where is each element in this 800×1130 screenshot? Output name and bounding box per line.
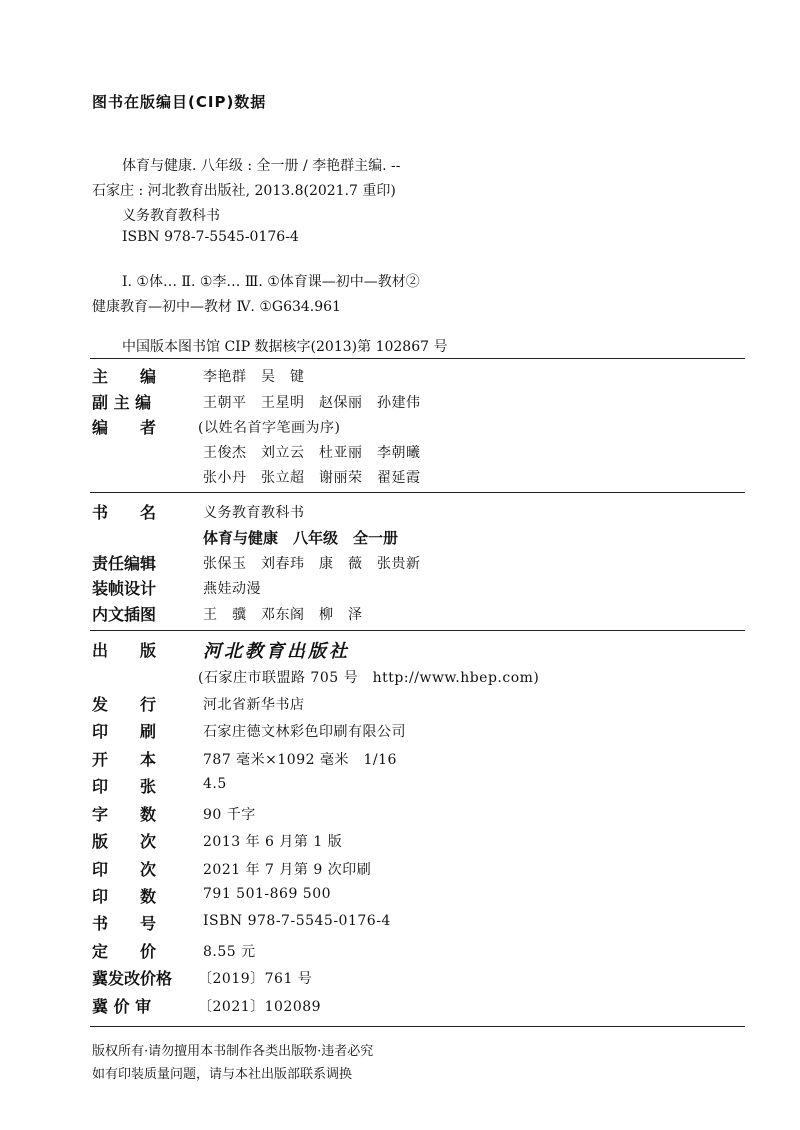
deputy-editor-label: 副 主 编 [92, 393, 152, 412]
authors-label: 编 者 [92, 418, 157, 437]
printing-value: 2021 年 7 月第 9 次印刷 [203, 862, 372, 878]
price-review-label: 冀 价 审 [92, 997, 152, 1016]
printer-label: 印 刷 [92, 722, 157, 741]
sheets-label: 印 张 [92, 777, 157, 796]
price-review-value: 〔2021〕102089 [198, 999, 322, 1015]
book-series: 义务教育教科书 [203, 505, 305, 521]
authors-row-1: 王俊杰 刘立云 杜亚丽 李朝曦 [203, 445, 421, 461]
divider-4 [90, 1026, 745, 1027]
price-approval-label: 冀发改价格 [92, 969, 173, 988]
cip-isbn-line: ISBN 978-7-5545-0176-4 [122, 229, 299, 245]
divider-1 [90, 358, 745, 359]
chief-editor-label: 主 编 [92, 367, 157, 386]
distributor-value: 河北省新华书店 [203, 697, 305, 713]
print-run-label: 印 数 [92, 887, 157, 906]
publisher-logo: 河北教育出版社 [203, 641, 350, 662]
word-count-value: 90 千字 [203, 807, 256, 823]
cip-series-line: 义务教育教科书 [122, 208, 220, 224]
format-value: 787 毫米×1092 毫米 1/16 [203, 752, 397, 768]
print-run-value: 791 501-869 500 [203, 886, 332, 902]
cip-classification-line-2: 健康教育—初中—教材 Ⅳ. ①G634.961 [92, 299, 341, 315]
authors-note: (以姓名首字笔画为序) [198, 420, 341, 436]
price-label: 定 价 [92, 942, 157, 961]
book-number-value: ISBN 978-7-5545-0176-4 [203, 913, 391, 929]
quality-notice: 如有印装质量问题，请与本社出版部联系调换 [92, 1067, 353, 1082]
cip-verification-line: 中国版本图书馆 CIP 数据核字(2013)第 102867 号 [122, 339, 448, 355]
publisher-address: (石家庄市联盟路 705 号 http://www.hbep.com) [198, 670, 540, 686]
price-value: 8.55 元 [203, 944, 256, 960]
distributor-label: 发 行 [92, 695, 157, 714]
book-title: 体育与健康 八年级 全一册 [203, 529, 399, 547]
copyright-notice: 版权所有·请勿擅用本书制作各类出版物·违者必究 [92, 1044, 374, 1059]
word-count-label: 字 数 [92, 805, 157, 824]
printing-label: 印 次 [92, 860, 157, 879]
divider-2 [90, 492, 745, 493]
illustration-value: 王 骥 邓东阁 柳 泽 [203, 607, 363, 623]
chief-editor-value: 李艳群 吴 键 [203, 369, 305, 385]
printer-value: 石家庄德文林彩色印刷有限公司 [203, 724, 406, 740]
divider-3 [90, 630, 745, 631]
sheets-value: 4.5 [203, 776, 227, 792]
book-title-label: 书 名 [92, 503, 157, 522]
binding-design-value: 燕娃动漫 [203, 581, 261, 597]
cip-classification-line: Ⅰ. ①体… Ⅱ. ①李… Ⅲ. ①体育课—初中—教材② [122, 274, 420, 290]
cip-title-line: 体育与健康. 八年级 : 全一册 / 李艳群主编. -- [122, 158, 401, 174]
publisher-label: 出 版 [92, 641, 157, 660]
cip-publisher-line: 石家庄 : 河北教育出版社, 2013.8(2021.7 重印) [92, 183, 396, 199]
price-approval-value: 〔2019〕761 号 [198, 971, 313, 987]
responsible-editor-label: 责任编辑 [92, 554, 157, 573]
authors-row-2: 张小丹 张立超 谢丽荣 翟延霞 [203, 470, 421, 486]
responsible-editor-value: 张保玉 刘春玮 康 薇 张贵新 [203, 556, 421, 572]
cip-heading: 图书在版编目(CIP)数据 [92, 93, 267, 111]
deputy-editor-value: 王朝平 王星明 赵保丽 孙建伟 [203, 395, 421, 411]
edition-label: 版 次 [92, 832, 157, 851]
format-label: 开 本 [92, 750, 157, 769]
binding-design-label: 装帧设计 [92, 579, 157, 598]
book-number-label: 书 号 [92, 914, 157, 933]
illustration-label: 内文插图 [92, 605, 157, 624]
edition-value: 2013 年 6 月第 1 版 [203, 834, 343, 850]
